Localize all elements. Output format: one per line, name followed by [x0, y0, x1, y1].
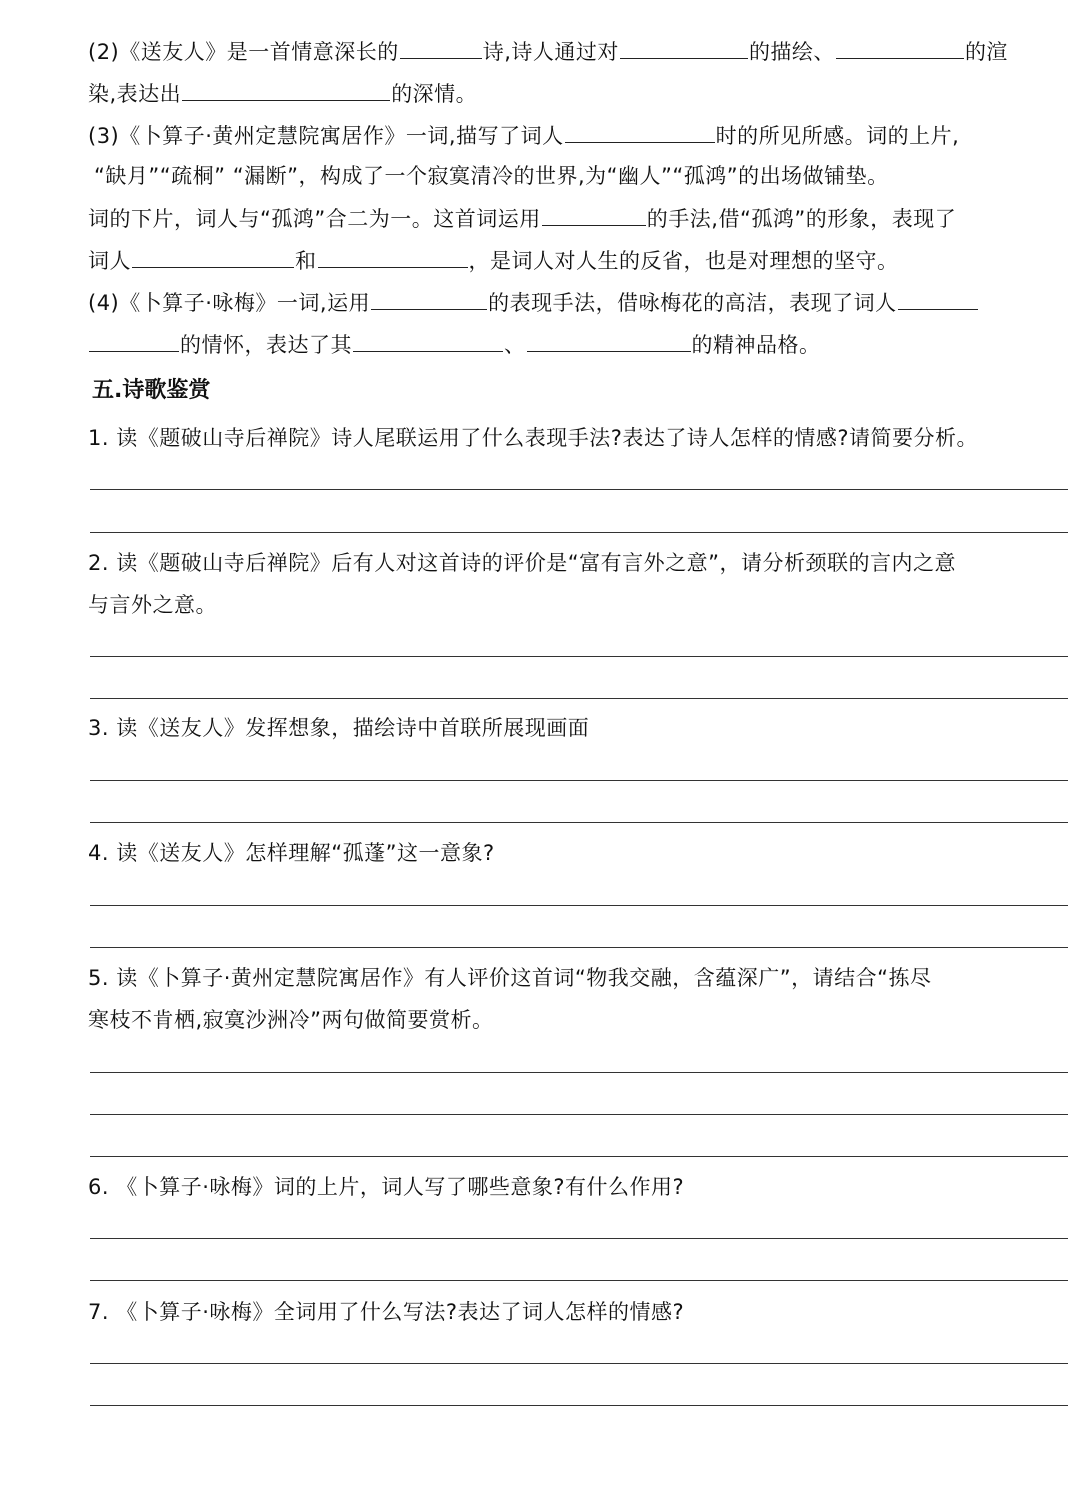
section-title: 五.诗歌鉴赏: [92, 378, 211, 403]
q3-blank-1[interactable]: [565, 120, 715, 143]
question-4: 4. 读《送友人》怎样理解“孤蓬”这一意象?: [88, 841, 495, 865]
q3-text-c: “缺月”“疏桐” “漏断”，构成了一个寂寞清冷的世界,为“幽人”“孤鸿”的出场做铺垫。: [94, 164, 889, 188]
q2-blank-4[interactable]: [182, 78, 390, 101]
answer-line-4b[interactable]: [90, 947, 1068, 948]
q3-blank-2[interactable]: [542, 203, 646, 226]
q4-text-a: 《卜算子·咏梅》一词,运用: [119, 291, 371, 315]
answer-line-5c[interactable]: [90, 1156, 1068, 1157]
fill-in-q3-line2: [94, 161, 1080, 191]
fill-in-q2-line1: [88, 36, 1080, 67]
q3-number: (3): [88, 124, 120, 148]
fill-in-q2-line2: [88, 78, 1080, 109]
q2-text-a: 《送友人》是一首情意深长的: [119, 40, 399, 64]
answer-line-2a[interactable]: [90, 656, 1068, 657]
answer-line-2b[interactable]: [90, 698, 1068, 699]
q4-blank-3[interactable]: [89, 329, 179, 352]
q3-text-b: 时的所见所感。词的上片,: [715, 124, 960, 148]
fill-in-q4-line1: [88, 287, 1080, 318]
question-7: 7. 《卜算子·咏梅》全词用了什么写法?表达了词人怎样的情感?: [88, 1300, 685, 1324]
q2-blank-1[interactable]: [400, 36, 482, 59]
answer-line-6a[interactable]: [90, 1238, 1068, 1239]
question-2-cont: 与言外之意。: [88, 593, 217, 617]
q2-number: (2): [88, 40, 120, 64]
question-5-cont: 寒枝不肯栖,寂寞沙洲冷”两句做简要赏析。: [88, 1008, 494, 1032]
q2-blank-2[interactable]: [620, 36, 748, 59]
q4-blank-2[interactable]: [898, 287, 978, 310]
q2-text-b: 诗,诗人通过对: [482, 40, 619, 64]
q3-text-h: ，是词人对人生的反省，也是对理想的坚守。: [468, 249, 899, 273]
answer-line-7a[interactable]: [90, 1363, 1068, 1364]
fill-in-q3-line4: [88, 245, 1080, 276]
question-5: 5. 读《卜算子·黄州定慧院寓居作》有人评价这首词“物我交融，含蕴深广”，请结合“拣尽: [88, 966, 932, 990]
q4-text-d: 、: [504, 333, 526, 357]
q4-number: (4): [88, 291, 120, 315]
fill-in-q3-line1: [88, 120, 1080, 151]
answer-line-3b[interactable]: [90, 822, 1068, 823]
q3-text-d: 词的下片，词人与“孤鸿”合二为一。这首词运用: [88, 207, 541, 231]
fill-in-q3-line3: [88, 203, 1080, 234]
q4-blank-4[interactable]: [353, 329, 503, 352]
q3-text-e: 的手法,借“孤鸿”的形象，表现了: [646, 207, 957, 231]
answer-line-3a[interactable]: [90, 780, 1068, 781]
q4-text-c: 的情怀，表达了其: [180, 333, 352, 357]
q3-text-g: 和: [295, 249, 317, 273]
q4-text-e: 的精神品格。: [691, 333, 821, 357]
answer-line-7b[interactable]: [90, 1405, 1068, 1406]
question-2: 2. 读《题破山寺后禅院》后有人对这首诗的评价是“富有言外之意”，请分析颈联的言内之意: [88, 551, 956, 575]
q2-text-f: 的深情。: [391, 82, 478, 106]
question-1: 1. 读《题破山寺后禅院》诗人尾联运用了什么表现手法?表达了诗人怎样的情感?请简要分析。: [88, 426, 978, 450]
answer-line-5b[interactable]: [90, 1114, 1068, 1115]
q3-blank-4[interactable]: [318, 245, 468, 268]
q3-text-a: 《卜算子·黄州定慧院寓居作》一词,描写了词人: [119, 124, 564, 148]
answer-line-4a[interactable]: [90, 905, 1068, 906]
q2-text-e: 染,表达出: [88, 82, 182, 106]
fill-in-q4-line2: [88, 329, 1080, 360]
q2-blank-3[interactable]: [836, 36, 964, 59]
answer-line-1a[interactable]: [90, 489, 1068, 490]
answer-line-1b[interactable]: [90, 532, 1068, 533]
question-6: 6. 《卜算子·咏梅》词的上片，词人写了哪些意象?有什么作用?: [88, 1175, 685, 1199]
answer-line-6b[interactable]: [90, 1280, 1068, 1281]
question-3: 3. 读《送友人》发挥想象，描绘诗中首联所展现画面: [88, 716, 590, 740]
q2-text-d: 的渲: [964, 40, 1008, 64]
q2-text-c: 的描绘、: [748, 40, 835, 64]
q4-text-b: 的表现手法，借咏梅花的高洁，表现了词人: [488, 291, 897, 315]
q3-blank-3[interactable]: [132, 245, 294, 268]
q4-blank-5[interactable]: [527, 329, 691, 352]
answer-line-5a[interactable]: [90, 1072, 1068, 1073]
q3-text-f: 词人: [88, 249, 131, 273]
q4-blank-1[interactable]: [371, 287, 487, 310]
